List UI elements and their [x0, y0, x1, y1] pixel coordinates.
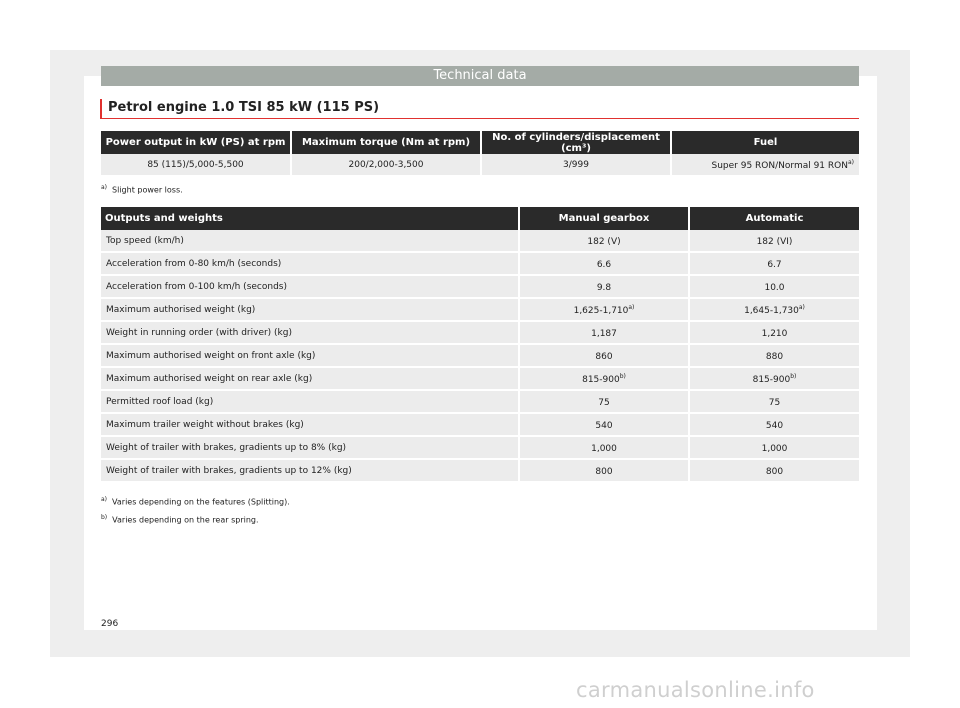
cell-manual-text: 1,000 — [591, 443, 617, 454]
cell-automatic-text: 75 — [768, 397, 781, 408]
table-row — [101, 252, 859, 275]
cell-label-text: Permitted roof load (kg) — [106, 396, 214, 407]
table-row — [101, 413, 859, 436]
cell-manual — [519, 344, 689, 367]
footnote-ref: a) — [798, 303, 805, 311]
cell-automatic-text: 1,000 — [761, 443, 788, 454]
cell-automatic-text: 540 — [765, 420, 784, 431]
table-row — [101, 459, 859, 482]
col-header-power: Power output in kW (PS) at rpm — [101, 131, 291, 154]
cell-automatic — [689, 436, 859, 459]
chapter-header: Technical data — [101, 66, 859, 86]
cell-power: 85 (115)/5,000-5,500 — [101, 154, 291, 176]
col-header-outputs: Outputs and weights — [101, 207, 519, 230]
cell-label — [101, 252, 519, 275]
weights-table — [101, 207, 859, 483]
footnote-text: Varies depending on the features (Splitting). — [112, 497, 290, 507]
cell-automatic-text: 815-900 — [752, 374, 791, 385]
cell-manual — [519, 390, 689, 413]
footnote-ref: b) — [619, 372, 626, 380]
cell-automatic — [689, 413, 859, 436]
footnote-ref: a) — [847, 158, 854, 166]
cell-manual-text: 1,625-1,710 — [573, 305, 629, 316]
cell-manual — [519, 436, 689, 459]
page-number: 296 — [101, 619, 119, 629]
cell-label — [101, 367, 519, 390]
cell-label-text: Acceleration from 0-80 km/h (seconds) — [106, 258, 282, 269]
table-row — [101, 154, 859, 176]
cell-manual — [519, 321, 689, 344]
cell-manual-text: 75 — [598, 397, 610, 408]
footnote — [101, 513, 259, 526]
cell-automatic-text: 880 — [765, 351, 784, 362]
cell-label — [101, 321, 519, 344]
cell-automatic — [689, 367, 859, 390]
cell-automatic — [689, 252, 859, 275]
cell-label-text: Maximum trailer weight without brakes (kg) — [106, 419, 304, 430]
watermark-logo: carmanualsonline.info — [576, 678, 815, 702]
cell-manual-text: 815-900 — [582, 374, 620, 385]
footnote-text: Varies depending on the rear spring. — [112, 515, 259, 525]
cell-label — [101, 344, 519, 367]
cell-cylinders: 3/999 — [481, 154, 671, 176]
cell-manual — [519, 275, 689, 298]
cell-label-text: Weight of trailer with brakes, gradients up to 12% (kg) — [106, 465, 352, 476]
engine-table-header-row — [101, 131, 859, 154]
table-row — [101, 275, 859, 298]
footnote-text: Slight power loss. — [112, 185, 183, 195]
weights-table-header-row — [101, 207, 859, 230]
cell-manual — [519, 230, 689, 252]
cell-label — [101, 413, 519, 436]
footnote — [101, 495, 290, 508]
footnote — [101, 183, 183, 196]
cell-manual-text: 182 (V) — [587, 236, 621, 247]
cell-automatic-text: 6.7 — [767, 259, 782, 270]
cell-label — [101, 275, 519, 298]
cell-automatic — [689, 321, 859, 344]
cell-label — [101, 390, 519, 413]
table-row — [101, 344, 859, 367]
cell-manual — [519, 367, 689, 390]
cell-manual-text: 540 — [595, 420, 613, 431]
cell-automatic — [689, 275, 859, 298]
cell-label-text: Maximum authorised weight on rear axle (kg) — [106, 373, 313, 384]
cell-manual-text: 6.6 — [596, 259, 612, 270]
cell-label-text: Maximum authorised weight on front axle (kg) — [106, 350, 316, 361]
cell-manual-text: 9.8 — [596, 282, 612, 293]
col-header-torque: Maximum torque (Nm at rpm) — [291, 131, 481, 154]
cell-label — [101, 298, 519, 321]
engine-table — [101, 131, 859, 177]
footnote-ref: a) — [628, 303, 635, 311]
footnote-ref: b) — [790, 372, 797, 380]
table-row — [101, 321, 859, 344]
section-title: Petrol engine 1.0 TSI 85 kW (115 PS) — [100, 99, 859, 119]
footnote-marker: a) — [101, 184, 108, 191]
cell-automatic — [689, 459, 859, 482]
cell-manual — [519, 413, 689, 436]
col-header-fuel: Fuel — [671, 131, 859, 154]
cell-automatic-text: 1,210 — [761, 328, 788, 339]
cell-label-text: Weight in running order (with driver) (kg) — [106, 327, 292, 338]
table-row — [101, 390, 859, 413]
cell-label — [101, 459, 519, 482]
col-header-automatic: Automatic — [689, 207, 859, 230]
cell-automatic — [689, 344, 859, 367]
cell-label-text: Maximum authorised weight (kg) — [106, 304, 256, 315]
cell-automatic-text: 800 — [765, 466, 784, 477]
cell-manual — [519, 459, 689, 482]
cell-fuel — [671, 154, 859, 176]
table-row — [101, 230, 859, 252]
cell-label-text: Weight of trailer with brakes, gradients up to 8% (kg) — [106, 442, 347, 453]
cell-automatic — [689, 230, 859, 252]
col-header-cylinders: No. of cylinders/displacement (cm³) — [481, 131, 671, 154]
col-header-manual: Manual gearbox — [519, 207, 689, 230]
cell-manual-text: 800 — [595, 466, 613, 477]
cell-label-text: Acceleration from 0-100 km/h (seconds) — [106, 281, 287, 292]
cell-automatic-text: 182 (VI) — [756, 236, 793, 247]
cell-manual-text: 860 — [595, 351, 613, 362]
table-row — [101, 436, 859, 459]
cell-automatic-text: 1,645-1,730 — [744, 305, 799, 316]
cell-automatic — [689, 390, 859, 413]
cell-fuel-text: Super 95 RON/Normal 91 RON — [711, 160, 848, 171]
cell-manual — [519, 298, 689, 321]
cell-torque: 200/2,000-3,500 — [291, 154, 481, 176]
cell-label — [101, 436, 519, 459]
footnote-marker: b) — [101, 514, 108, 521]
cell-label — [101, 230, 519, 252]
cell-manual-text: 1,187 — [591, 328, 617, 339]
footnote-marker: a) — [101, 496, 108, 503]
cell-automatic-text: 10.0 — [764, 282, 785, 293]
table-row — [101, 298, 859, 321]
cell-automatic — [689, 298, 859, 321]
table-row — [101, 367, 859, 390]
cell-label-text: Top speed (km/h) — [106, 235, 184, 246]
cell-manual — [519, 252, 689, 275]
